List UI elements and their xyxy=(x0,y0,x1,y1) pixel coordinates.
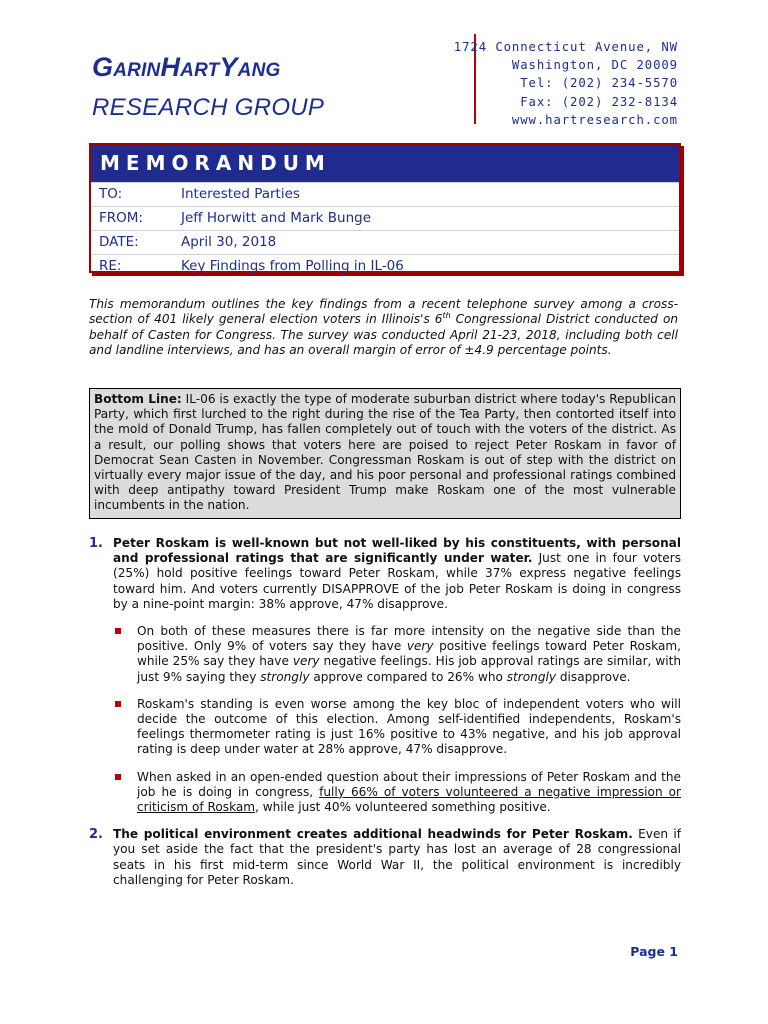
memo-row-re xyxy=(91,254,679,278)
address-city: Washington, DC 20009 xyxy=(511,58,678,73)
address-tel: Tel: (202) 234-5570 xyxy=(520,76,678,91)
finding-text: Just one in four voters (25%) hold positive feelings toward Peter Roskam, while 37% express negative feelings toward him. And voters currently DISAPPROVE of the job Peter Roskam is doing in congress by a nine-point margin: 38% approve, 47% disapprove. xyxy=(113,551,681,611)
bullet-emphasis: strongly xyxy=(506,669,557,684)
memo-row-date xyxy=(91,230,679,254)
bullet-text: negative feelings. His job approval ratings are similar, with just 9% saying they xyxy=(137,654,681,684)
memo-title: MEMORANDUM xyxy=(91,145,679,182)
memo-value: Jeff Horwitt and Mark Bunge xyxy=(181,210,372,226)
bullet-item xyxy=(113,624,681,685)
bottom-line-text: IL-06 is exactly the type of moderate suburban district where today's Republican Party, which first lurched to the right during the rise of the Tea Party, then contorted itself into the mold of Donald Trump, has fallen completely out of touch with the voters of the district. As a result, our polling shows that voters here are poised to reject Peter Roskam in favor of Democrat Sean Casten in November. Congressman Roskam is out of step with the district on virtually every major issue of the day, and his poor personal and professional ratings combined with deep antipathy toward President Trump make Roskam one of the most vulnerable incumbents in the nation. xyxy=(94,392,676,513)
intro-superscript: th xyxy=(442,311,451,321)
company-logo-subtitle: RESEARCH GROUP xyxy=(92,94,325,121)
finding-item xyxy=(89,536,681,815)
bottom-line-label: Bottom Line: xyxy=(94,392,182,406)
memo-key: DATE: xyxy=(99,234,139,250)
finding-lead: Peter Roskam is well-known but not well-liked by his constituents, with personal and professional ratings that are significantly under water. xyxy=(113,536,681,566)
memo-value: Interested Parties xyxy=(181,186,300,202)
bullet-emphasis: very xyxy=(406,639,434,654)
company-logo-name: GarinHartYang xyxy=(92,52,281,82)
bullet-text: Roskam's standing is even worse among the key bloc of independent voters who will decide the outcome of this election. Among self-identified independents, Roskam's feelings thermometer rating is just 16% positive to 43% negative, and his job approval rating is deep under water at 28% approve, 47% disapprove. xyxy=(137,696,681,757)
bullet-text: When asked in an open-ended question about their impressions of Peter Roskam and the job he is doing in congress, xyxy=(137,769,681,799)
contact-address xyxy=(454,38,678,129)
bullet-square-icon xyxy=(115,628,121,634)
bullet-text: positive feelings toward Peter Roskam, while 25% say they have xyxy=(137,639,681,669)
bullet-emphasis: very xyxy=(292,654,320,669)
intro-text: This memorandum outlines the key findings from a recent telephone survey among a cross-section of 401 likely general election voters in Illinois's 6 xyxy=(89,297,678,327)
memo-box xyxy=(89,143,681,273)
bullet-text: , while just 40% volunteered something positive. xyxy=(255,800,551,815)
finding-bullets xyxy=(113,624,681,815)
intro-text: Congressional District conducted on behalf of Casten for Congress. The survey was conducted April 21-23, 2018, including both cell and landline interviews, and has an overall margin of error of ±4.9 percentage points. xyxy=(89,312,679,357)
finding-number: 2. xyxy=(89,827,103,843)
bullet-text: approve compared to 26% who xyxy=(309,669,507,684)
memo-key: FROM: xyxy=(99,210,143,226)
bullet-square-icon xyxy=(115,701,121,707)
bullet-text: disapprove. xyxy=(556,669,631,684)
memo-row-to xyxy=(91,182,679,206)
address-fax: Fax: (202) 232-8134 xyxy=(520,94,678,109)
bullet-emphasis: strongly xyxy=(260,669,310,684)
finding-lead: The political environment creates additional headwinds for Peter Roskam. xyxy=(113,827,633,842)
bullet-text: On both of these measures there is far more intensity on the negative side than the positive. Only 9% of voters say they have xyxy=(137,624,681,654)
bullet-square-icon xyxy=(115,774,121,780)
finding-number: 1. xyxy=(89,536,103,551)
intro-paragraph xyxy=(89,297,678,358)
bullet-item xyxy=(113,697,681,758)
memo-key: TO: xyxy=(99,186,123,202)
finding-text: Even if you set aside the fact that the president's party has lost an average of 28 congressional seats in his first mid-term since World War II, the political environment is incredibly challenging for Peter Roskam. xyxy=(113,827,681,887)
bottom-line-box xyxy=(89,388,681,519)
memo-row-from xyxy=(91,206,679,230)
bullet-underlined: fully 66% of voters volunteered a negative impression or criticism of Roskam xyxy=(137,784,681,815)
bullet-item xyxy=(113,770,681,816)
address-street: 1724 Connecticut Avenue, NW xyxy=(453,40,678,54)
findings-list xyxy=(89,536,681,888)
memo-value: April 30, 2018 xyxy=(181,234,277,250)
address-website[interactable]: www.hartresearch.com xyxy=(511,112,678,127)
memo-value: Key Findings from Polling in IL-06 xyxy=(181,258,404,274)
page-number: Page 1 xyxy=(630,944,678,959)
finding-item xyxy=(89,827,681,888)
memo-key: RE: xyxy=(99,258,122,274)
